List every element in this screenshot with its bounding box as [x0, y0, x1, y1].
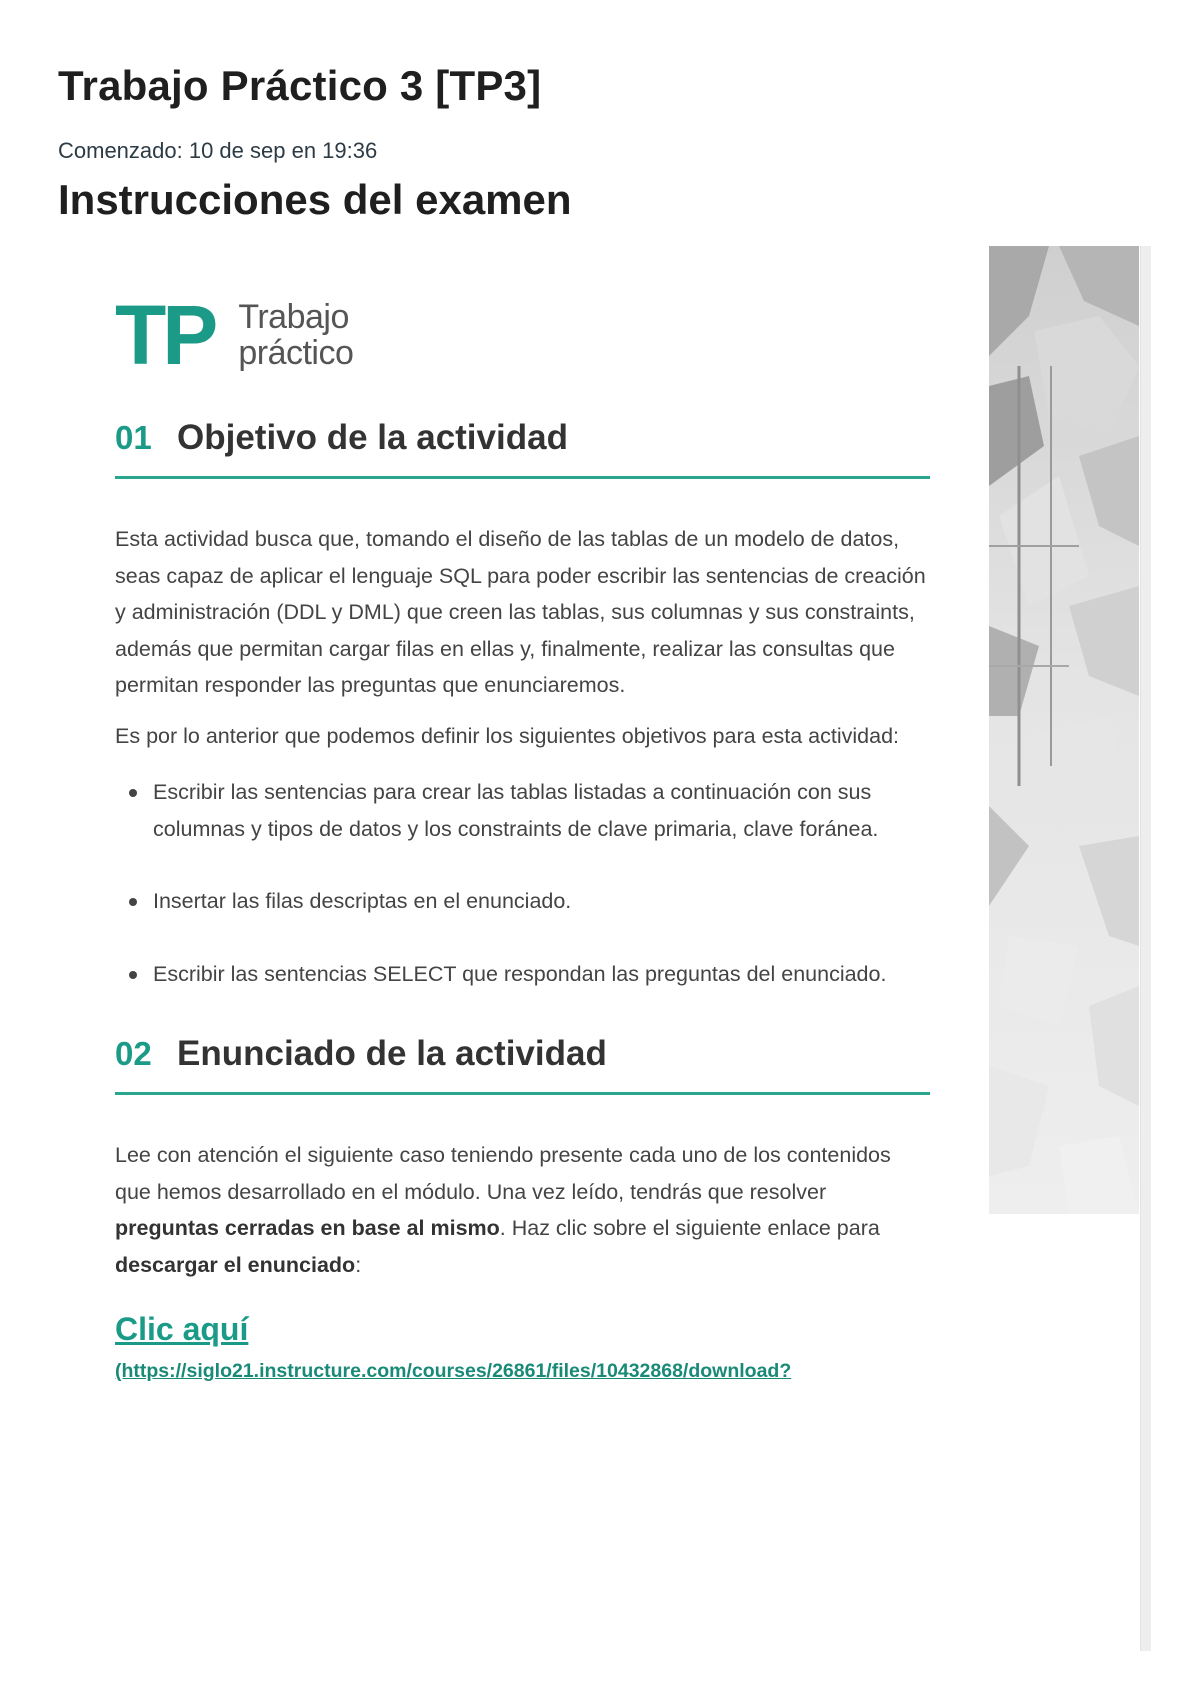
objectives-intro-paragraph: Es por lo anterior que podemos definir los siguientes objetivos para esta actividad: [115, 723, 900, 748]
decorative-side-image [989, 246, 1139, 1214]
statement-text-end: : [355, 1252, 362, 1277]
section-heading-objective [115, 418, 930, 479]
tp-logo-line1: Trabajo [238, 298, 349, 336]
section-number: 01 [115, 419, 152, 456]
statement-bold-closed-questions: preguntas cerradas en base al mismo [115, 1216, 500, 1240]
page-title: Trabajo Práctico 3 [TP3] [58, 62, 542, 109]
tp-logo-mark: TP [115, 288, 215, 382]
tp-logo-line2: práctico [238, 334, 354, 372]
section-heading-statement [115, 1034, 930, 1095]
statement-text-middle: . Haz clic sobre el siguiente enlace para [499, 1216, 880, 1240]
instructions-content [115, 290, 930, 1383]
objectives-list [115, 774, 930, 992]
download-url-link[interactable]: (https://siglo21.instructure.com/courses/26861/files/10432868/download? [115, 1360, 792, 1382]
tp-logo [115, 290, 930, 380]
section-number: 02 [115, 1035, 152, 1072]
instructions-title: Instrucciones del examen [58, 176, 572, 223]
download-statement-link[interactable]: Clic aquí [115, 1311, 249, 1347]
list-item: Escribir las sentencias SELECT que respondan las preguntas del enunciado. [153, 956, 930, 993]
page-scrollbar[interactable] [1140, 246, 1151, 1651]
tp-logo-text [238, 299, 353, 371]
list-item: Insertar las filas descriptas en el enunciado. [153, 883, 930, 920]
section-heading-text: Objetivo de la actividad [177, 418, 568, 457]
started-timestamp: Comenzado: 10 de sep en 19:36 [58, 138, 378, 163]
statement-bold-download: descargar el enunciado [115, 1252, 356, 1277]
objective-paragraph: Esta actividad busca que, tomando el diseño de las tablas de un modelo de datos, seas capaz de aplicar el lenguaje SQL para poder escribir las sentencias de creación y administración (DDL y DML) que creen las tablas, sus columnas y sus constraints, además que permitan cargar filas en ellas y, finalmente, realizar las consultas que permitan responder las preguntas que enunciaremos. [115, 527, 926, 697]
statement-text-start: Lee con atención el siguiente caso teniendo presente cada uno de los contenidos que hemos desarrollado en el módulo. Una vez leído, tendrás que resolver [115, 1143, 891, 1204]
abstract-pattern-illustration [989, 246, 1139, 1214]
statement-paragraph [115, 1137, 930, 1283]
section-heading-text: Enunciado de la actividad [177, 1034, 607, 1073]
list-item: Escribir las sentencias para crear las tablas listadas a continuación con sus columnas y tipos de datos y los constraints de clave primaria, clave foránea. [153, 774, 930, 847]
